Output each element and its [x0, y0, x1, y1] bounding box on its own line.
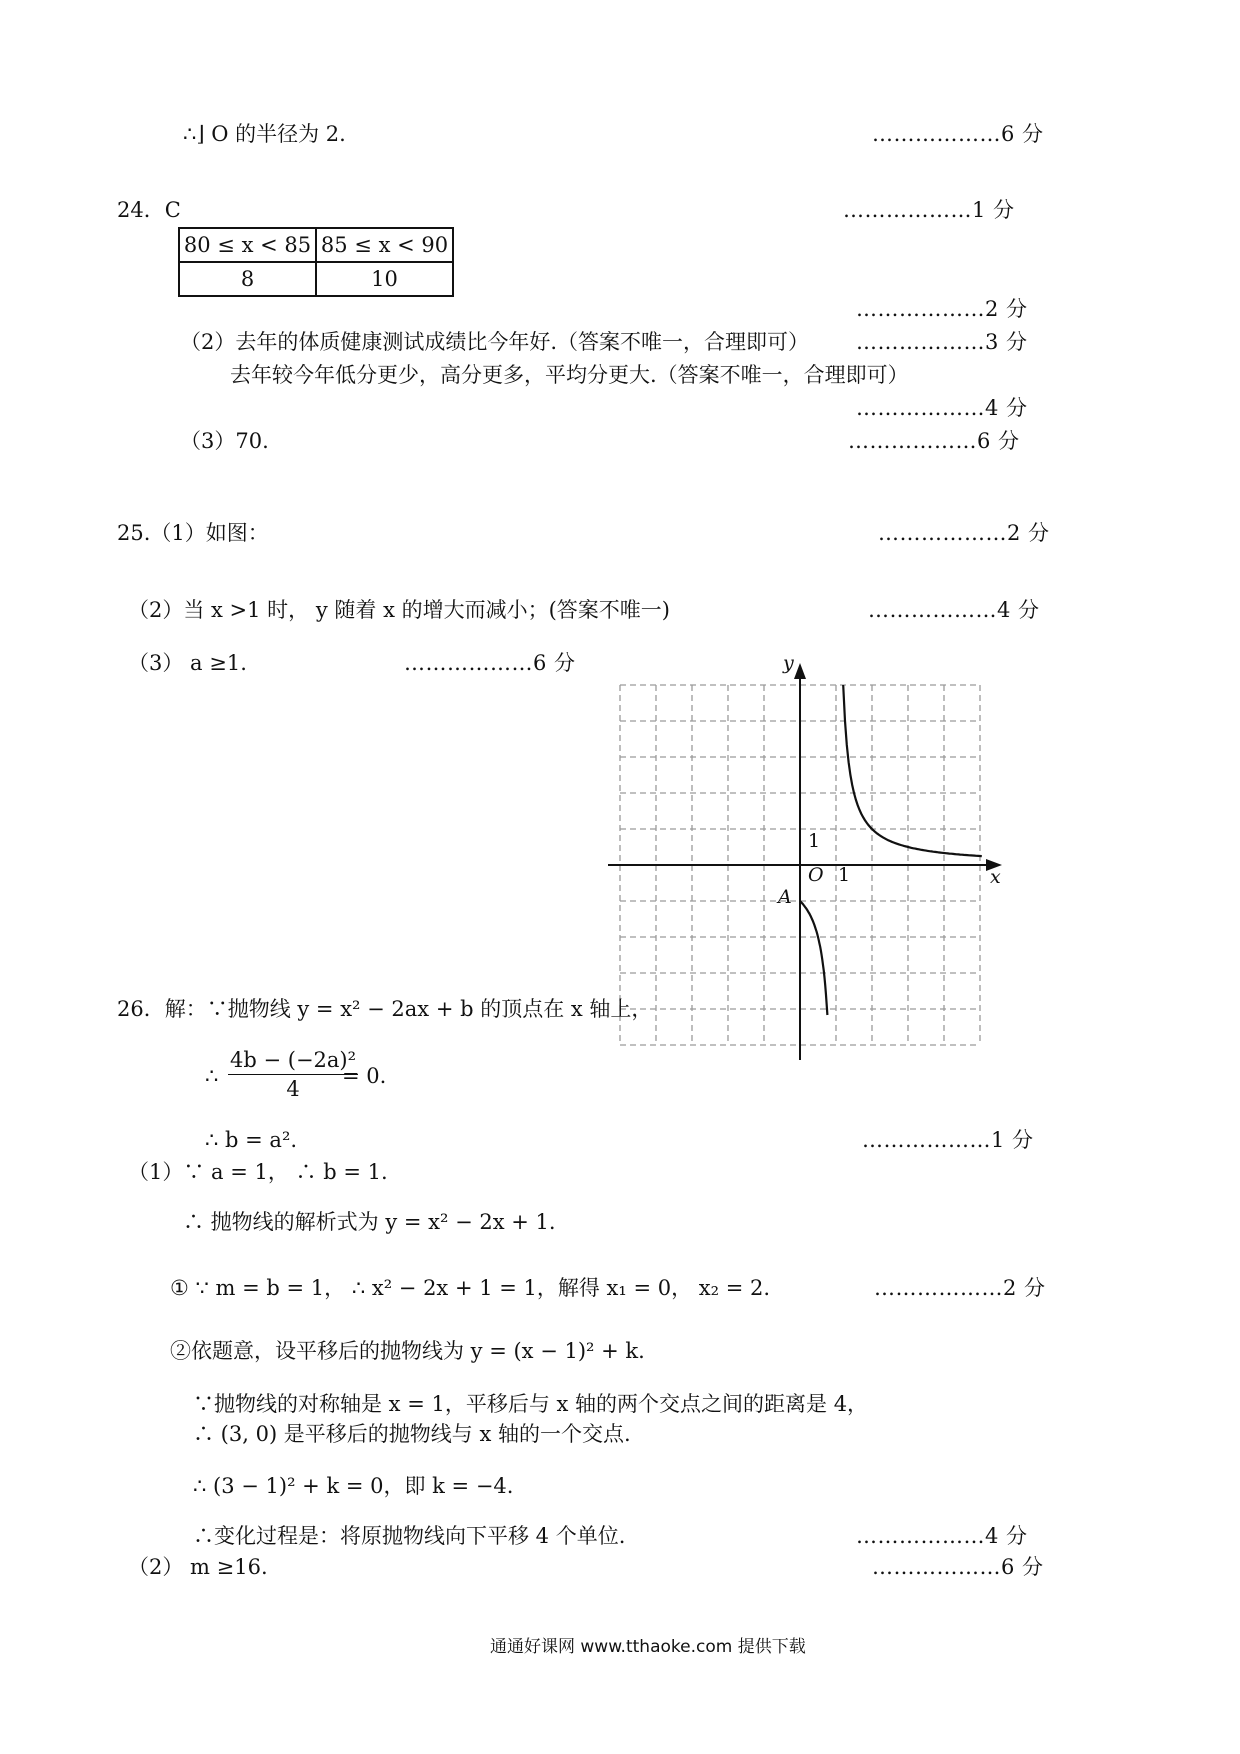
score-4-c: ………………4 分 [856, 1524, 1028, 1548]
table-value-cell: 8 [179, 262, 316, 296]
footer-source: 通通好课网 www.tthaoke.com 提供下载 [490, 1637, 806, 1657]
answer-26-1-expression: ∴ 抛物线的解析式为 y = x² − 2x + 1. [183, 1210, 556, 1234]
answer-26-transform: ∴变化过程是：将原抛物线向下平移 4 个单位. [193, 1524, 626, 1548]
y-axis-label: y [783, 652, 794, 674]
answer-26-circle-2: ②依题意，设平移后的抛物线为 y = (x − 1)² + k. [170, 1339, 645, 1363]
score-3-a: ………………3 分 [856, 330, 1028, 354]
point-a-label: A [778, 886, 792, 908]
coordinate-axes [608, 663, 1002, 1060]
answer-26-circle-1: ① ∵ m = b = 1， ∴ x² − 2x + 1 = 1，解得 x₁ = 0， x₂ = 2. [170, 1276, 771, 1300]
therefore-symbol: ∴ [205, 1064, 219, 1088]
hyperbola-branch-left [800, 901, 827, 1015]
x-tick-label: 1 [838, 864, 851, 886]
score-2-b: ………………2 分 [878, 521, 1050, 545]
table-header-cell: 85 ≤ x < 90 [316, 228, 453, 262]
origin-label: O [808, 864, 824, 886]
question-25-1: 25.（1）如图： [117, 521, 269, 545]
table-value-cell: 10 [316, 262, 453, 296]
answer-24-2a: （2）去年的体质健康测试成绩比今年好.（答案不唯一，合理即可） [180, 330, 810, 354]
x-axis-label: x [990, 866, 1001, 888]
question-24-title: 24．C [117, 198, 181, 222]
answer-26-2: （2） m ≥16. [128, 1555, 268, 1579]
y-axis-arrow [794, 663, 806, 679]
answer-25-3: （3） a ≥1. [128, 651, 247, 675]
answer-26-solve-k: ∴ (3 − 1)² + k = 0，即 k = −4. [193, 1474, 514, 1498]
hyperbola-branch-right [843, 685, 982, 856]
answer-26-1: （1）∵ a = 1， ∴ b = 1. [128, 1160, 388, 1184]
y-tick-label: 1 [808, 830, 821, 852]
score-6-c: ………………6 分 [404, 651, 576, 675]
answer-25-2: （2）当 x >1 时， y 随着 x 的增大而减小；(答案不唯一) [128, 598, 670, 622]
b-equals-a-squared: ∴ b = a². [205, 1128, 298, 1152]
question-26-intro: 26．解：∵抛物线 y = x² − 2ax + b 的顶点在 x 轴上， [117, 997, 653, 1021]
answer-26-axis-line: ∵抛物线的对称轴是 x = 1，平移后与 x 轴的两个交点之间的距离是 4， [193, 1392, 869, 1416]
score-4-b: ………………4 分 [868, 598, 1040, 622]
fraction-numerator: 4b − (−2a)² [228, 1048, 358, 1075]
score-6-d: ………………6 分 [872, 1555, 1044, 1579]
score-4-a: ………………4 分 [856, 396, 1028, 420]
answer-26-intersection: ∴ (3, 0) 是平移后的抛物线与 x 轴的一个交点. [193, 1422, 631, 1446]
fraction-denominator: 4 [286, 1077, 300, 1101]
score-2-a: ………………2 分 [856, 297, 1028, 321]
line-radius: ∴⌋ O 的半径为 2. [183, 122, 346, 146]
answer-24-2b: 去年较今年低分更少，高分更多，平均分更大.（答案不唯一，合理即可） [230, 363, 909, 387]
answer-24-3: （3）70. [180, 429, 269, 453]
vertex-fraction [228, 1048, 358, 1101]
frequency-table [178, 227, 454, 297]
score-2-c: ………………2 分 [874, 1276, 1046, 1300]
score-1-a: ………………1 分 [843, 198, 1015, 222]
table-header-cell: 80 ≤ x < 85 [179, 228, 316, 262]
hyperbola-graph [600, 645, 1005, 1070]
fraction-equals: = 0. [342, 1064, 387, 1088]
score-6-b: ………………6 分 [848, 429, 1020, 453]
score-6-a: ………………6 分 [872, 122, 1044, 146]
score-1-b: ………………1 分 [862, 1128, 1034, 1152]
